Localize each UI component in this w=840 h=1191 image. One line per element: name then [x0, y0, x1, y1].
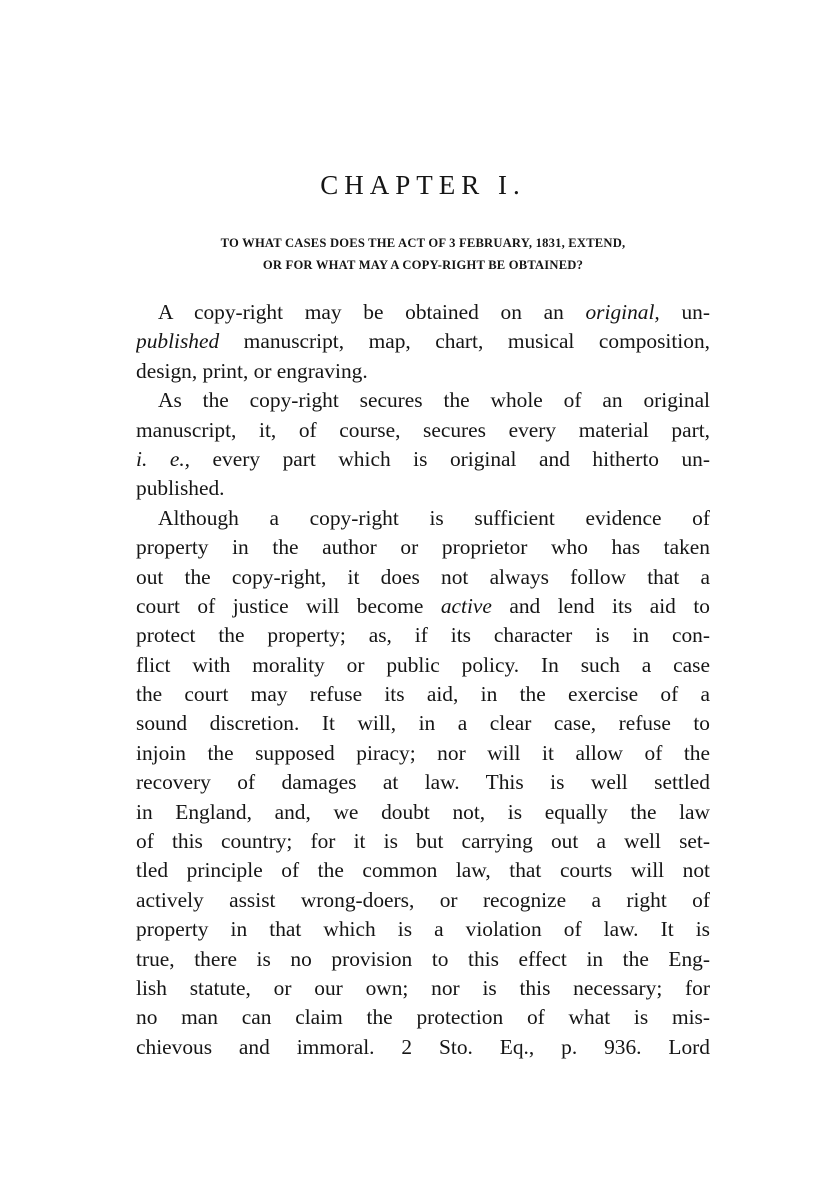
- text-line: actively assist wrong-doers, or recognize a right of: [136, 887, 710, 912]
- paragraph: [136, 504, 710, 1062]
- text-line: lish statute, or our own; nor is this necessary; for: [136, 975, 710, 1000]
- chapter-subtitle: [132, 232, 714, 276]
- text-line: i. e., every part which is original and hitherto un-: [136, 446, 710, 471]
- text-line: in England, and, we doubt not, is equally the law: [136, 799, 710, 824]
- subtitle-line: TO WHAT CASES DOES THE ACT OF 3 FEBRUARY, 1831, EXTEND,: [220, 236, 626, 250]
- text-line: design, print, or engraving.: [136, 358, 368, 383]
- text-line: A copy-right may be obtained on an original, un-: [158, 300, 710, 324]
- text-line: property in that which is a violation of law. It is: [136, 917, 710, 942]
- emphasis: i. e.,: [136, 446, 191, 471]
- text-line: of this country; for it is but carrying out a well set-: [136, 829, 710, 854]
- paragraph: [136, 298, 710, 386]
- text-line: published.: [136, 476, 225, 501]
- text-line: the court may refuse its aid, in the exercise of a: [136, 682, 710, 707]
- text-line: As the copy-right secures the whole of an original: [158, 388, 710, 413]
- text-line: published manuscript, map, chart, musical composition,: [136, 329, 710, 354]
- text-line: court of justice will become active and lend its aid to: [136, 593, 710, 618]
- text-line: injoin the supposed piracy; nor will it allow of the: [136, 740, 710, 765]
- chapter-title: CHAPTER I.: [320, 170, 526, 200]
- text-line: property in the author or proprietor who has taken: [136, 535, 710, 560]
- text-line: sound discretion. It will, in a clear case, refuse to: [136, 711, 710, 736]
- emphasis: published: [136, 329, 220, 354]
- text-line: protect the property; as, if its character is in con-: [136, 623, 710, 648]
- text-line: tled principle of the common law, that courts will not: [136, 858, 710, 883]
- text-line: no man can claim the protection of what is mis-: [136, 1005, 710, 1030]
- subtitle-line: OR FOR WHAT MAY A COPY-RIGHT BE OBTAINED?: [262, 258, 584, 272]
- text-line: manuscript, it, of course, secures every material part,: [136, 417, 710, 442]
- text-line: flict with morality or public policy. In such a case: [136, 652, 710, 677]
- body-text: [136, 298, 710, 1062]
- text-line: Although a copy-right is sufficient evidence of: [158, 505, 710, 530]
- text-line: recovery of damages at law. This is well settled: [136, 770, 710, 795]
- text-line: out the copy-right, it does not always follow that a: [136, 564, 710, 589]
- emphasis: original,: [585, 300, 660, 324]
- paragraph: [136, 386, 710, 504]
- text-line: chievous and immoral. 2 Sto. Eq., p. 936. Lord: [136, 1034, 710, 1059]
- emphasis: active: [440, 593, 492, 618]
- text-line: true, there is no provision to this effect in the Eng-: [136, 946, 710, 971]
